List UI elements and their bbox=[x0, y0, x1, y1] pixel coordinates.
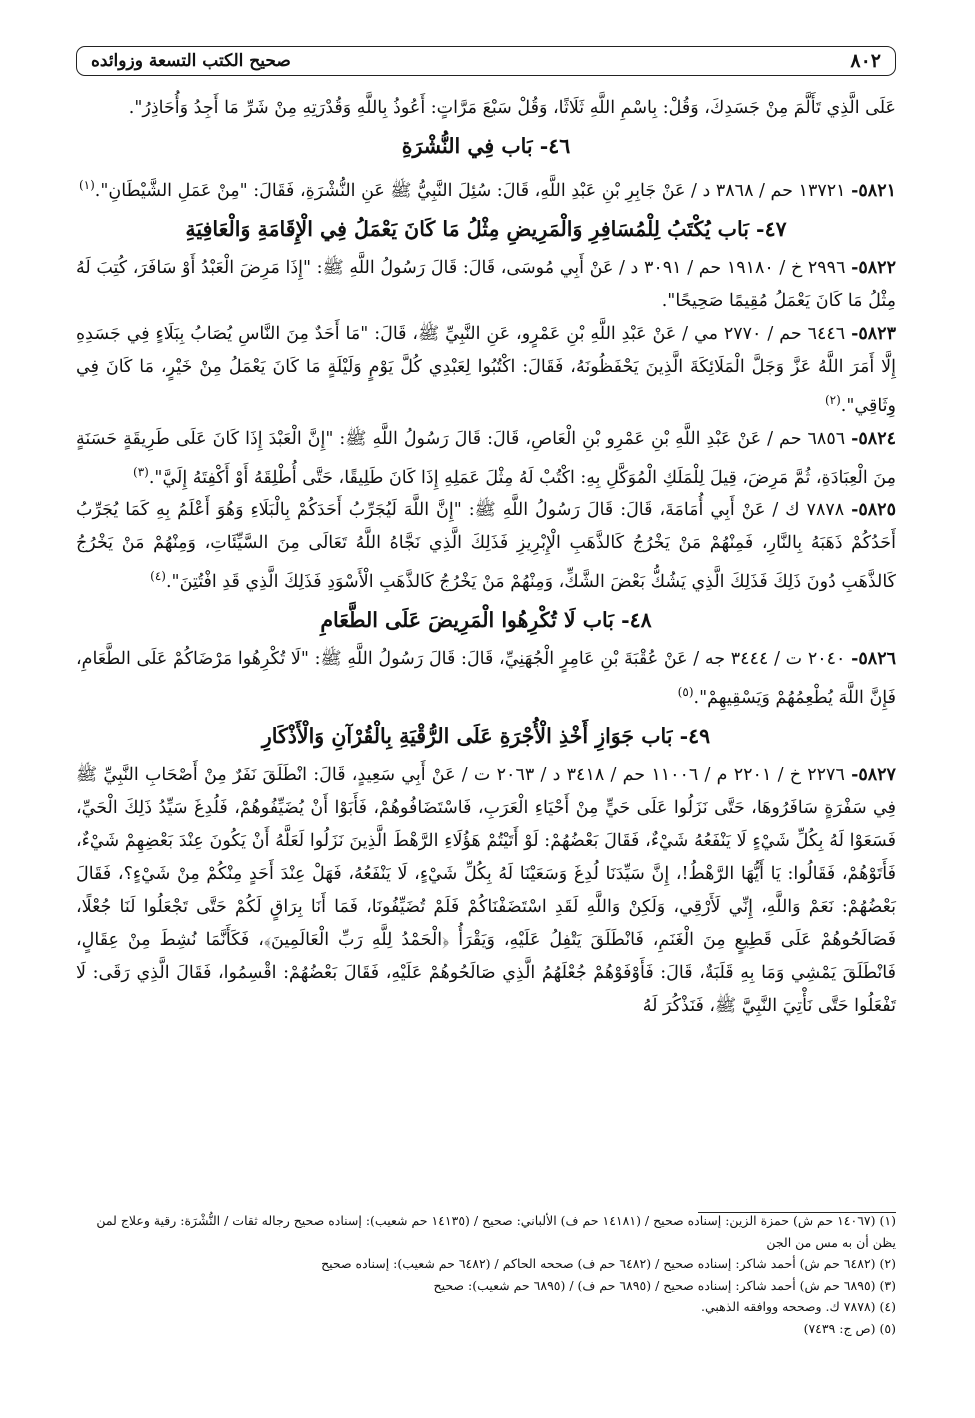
hadith-entry bbox=[76, 759, 896, 1023]
footnote: (٥) (ص ج: ٧٤٣٩) bbox=[803, 1320, 896, 1336]
footnote-ref: (٢) bbox=[824, 392, 841, 407]
hadith-text: ٢٢٧٦ خ / ٢٢٠١ م / ١١٠٠٦ حم / ٣٤١٨ د / ٢٠٦٣ ت / عَنْ أَبِي سَعِيدٍ، قَالَ: انْطَلَقَ نَفَرٌ مِنْ أَصْحَابِ النَّبِيِّ ﷺ فِي سَفْرَةٍ سَافَرُوهَا، حَتَّى نَزَلُوا عَلَى حَيٍّ مِنْ أَحْيَاءِ الْعَرَبِ، فَاسْتَضَافُوهُمْ، فَأَبَوْا أَنْ يُضَيِّفُوهُمْ، فَلُدِغَ سَيِّدُ ذَلِكَ الْحَيِّ، فَسَعَوْا لَهُ بِكُلِّ شَيْءٍ لَا يَنْفَعُهُ شَيْءٌ، فَقَالَ بَعْضُهُمْ: لَوْ أَتَيْتُمْ هَؤُلَاءِ الرَّهْطَ الَّذِينَ نَزَلُوا لَعَلَّهُ أَنْ يَكُونَ عِنْدَ بَعْضِهِمْ شَيْءٌ، فَأَتَوْهُمْ، فَقَالُوا: يَا أَيُّهَا الرَّهْطُ!، إِنَّ سَيِّدَنَا لُدِغَ وَسَعَيْنَا لَهُ بِكُلِّ شَيْءٍ، لَا يَنْفَعُهُ، فَهَلْ عِنْدَ أَحَدٍ مِنْكُمْ مِنْ شَيْءٍ؟، فَقَالَ بَعْضُهُمْ: نَعَمْ وَاللَّهِ، إِنِّي لَأَرْقِي، وَلَكِنْ وَاللَّهِ لَقَدِ اسْتَضَفْنَاكُمْ فَلَمْ تُضَيِّفُونَا، فَمَا أَنَا بِرَاقٍ لَكُمْ حَتَّى تَجْعَلُوا لَنَا جُعْلًا، فَصَالَحُوهُمْ عَلَى قَطِيعٍ مِنَ الْغَنَمِ، فَانْطَلَقَ يَتْفِلُ عَلَيْهِ، وَيَقْرَأُ ﴿الْحَمْدُ لِلَّهِ رَبِّ الْعَالَمِينَ﴾، فَكَأَنَّمَا نُشِطَ مِنْ عِقَالٍ، فَانْطَلَقَ يَمْشِي وَمَا بِهِ قَلَبَةٌ، قَالَ: فَأَوْفَوْهُمْ جُعْلَهُمُ الَّذِي صَالَحُوهُمْ عَلَيْهِ، فَقَالَ بَعْضُهُمْ: اقْسِمُوا، فَقَالَ الَّذِي رَقَى: لَا تَفْعَلُوا حَتَّى نَأْتِيَ النَّبِيَّ ﷺ، فَنَذْكُرَ لَهُ bbox=[76, 765, 896, 1017]
hadith-text: ٦٤٤٦ حم / ٢٧٧٠ مي / عَنْ عَبْدِ اللَّهِ بْنِ عَمْرٍو، عَنِ النَّبِيِّ ﷺ، قَالَ: "مَا أَحَدٌ مِنَ النَّاسِ يُصَابُ بِبَلَاءٍ فِي جَسَدِهِ إِلَّا أَمَرَ اللَّهُ عَزَّ وَجَلَّ الْمَلَائِكَةَ الَّذِينَ يَحْفَظُونَهُ، فَقَالَ: اكْتُبُوا لِعَبْدِي كُلَّ يَوْمٍ وَلَيْلَةٍ مَا كَانَ يَعْمَلُ مِنْ خَيْرٍ، مَا كَانَ فِي وِثَاقِي". bbox=[76, 323, 896, 416]
main-text bbox=[76, 92, 896, 1023]
hadith-entry bbox=[76, 169, 896, 208]
hadith-text: ٦٨٥٦ حم / عَنْ عَبْدِ اللَّهِ بْنِ عَمْرِو بْنِ الْعَاصِ، قَالَ: قَالَ رَسُولُ اللَّهِ ﷺ: "إِنَّ الْعَبْدَ إِذَا كَانَ عَلَى طَرِيقَةٍ حَسَنَةٍ مِنَ الْعِبَادَةِ، ثُمَّ مَرِضَ، قِيلَ لِلْمَلَكِ الْمُوَكَّلِ بِهِ: اكْتُبْ لَهُ مِثْلَ عَمَلِهِ إِذَا كَانَ طَلِيقًا، حَتَّى أُطْلِقَهُ أَوْ أَكْفِتَهُ إِلَيَّ". bbox=[76, 428, 896, 488]
footnotes bbox=[76, 1210, 896, 1339]
hadith-text: ٢٩٩٦ خ / ١٩١٨٠ حم / ٣٠٩١ د / عَنْ أَبِي مُوسَى، قَالَ: قَالَ رَسُولُ اللَّهِ ﷺ: "إِذَا مَرِضَ الْعَبْدُ أَوْ سَافَرَ، كُتِبَ لَهُ مِثْلُ مَا كَانَ يَعْمَلُ مُقِيمًا صَحِيحًا". bbox=[76, 257, 896, 311]
chapter-heading: ٤٧- بَاب يُكْتَبُ لِلْمُسَافِرِ وَالْمَرِيضِ مِثْلُ مَا كَانَ يَعْمَلُ فِي الْإِقَامَةِ وَالْعَافِيَةِ bbox=[185, 216, 787, 241]
footnote: (٤) (٧٨٧٨ ك. وصححه ووافقه الذهبي. bbox=[700, 1299, 896, 1314]
hadith-text: ١٣٧٢١ حم / ٣٨٦٨ د / عَنْ جَابِرِ بْنِ عَبْدِ اللَّهِ، قَالَ: سُئِلَ النَّبِيُّ ﷺ عَنِ النُّشْرَةِ، فَقَالَ: "مِنْ عَمَلِ الشَّيْطَانِ". bbox=[94, 180, 846, 201]
hadith-entry bbox=[76, 318, 896, 423]
hadith-number: ٥٨٢٦- bbox=[851, 649, 896, 670]
page-number: ٨٠٢ bbox=[850, 50, 881, 72]
hadith-number: ٥٨٢٣- bbox=[851, 323, 896, 344]
hadith-entry bbox=[76, 423, 896, 495]
footnote: (١) (١٤٠٦٧ حم ش) حمزة الزين: إسناده صحيح / (١٤١٨١ حم ف) الألباني: صحيح / (١٤١٣٥ حم شعيب): إسناده صحيح رجاله ثقات / النُّشْرَة: رقية وعلاج لمن يظن أن به مس من الجن bbox=[96, 1213, 896, 1250]
hadith-entry bbox=[76, 252, 896, 318]
footnote-ref: (٣) bbox=[133, 464, 149, 479]
chapter-heading: ٤٦- بَاب فِي النُّشْرَةِ bbox=[401, 134, 571, 158]
chapter-heading: ٤٩- بَاب جَوَازِ أَخْذِ الْأُجْرَةِ عَلَى الرُّقْيَةِ بِالْقُرْآنِ وَالْأَذْكَارِ bbox=[261, 724, 711, 749]
footnote: (٣) (٦٨٩٥ حم ش) أحمد شاكر: إسناده صحيح / (٦٨٩٥ حم ف) / (٦٨٩٥ حم شعيب): صحيح bbox=[433, 1277, 896, 1293]
footnote-ref: (١) bbox=[78, 178, 95, 192]
footnote: (٢) (٦٤٨٢ حم ش) أحمد شاكر: إسناده صحيح / (٦٤٨٢ حم ف) صححه الحاكم / (٦٤٨٢ حم شعيب): إسناده صحيح bbox=[321, 1256, 896, 1271]
hadith-number: ٥٨٢٢- bbox=[851, 257, 896, 278]
footnote-ref: (٥) bbox=[677, 685, 694, 700]
hadith-entry bbox=[76, 494, 896, 599]
page-header bbox=[76, 46, 896, 76]
book-title: صحيح الكتب التسعة وزوائده bbox=[91, 51, 291, 71]
hadith-number: ٥٨٢٧- bbox=[851, 765, 896, 786]
hadith-text: ٢٠٤٠ ت / ٣٤٤٤ جه / عَنْ عُقْبَةَ بْنِ عَامِرٍ الْجُهَنِيِّ، قَالَ: قَالَ رَسُولُ اللَّهِ ﷺ: "لَا تُكْرِهُوا مَرْضَاكُمْ عَلَى الطَّعَامِ، فَإِنَّ اللَّهَ يُطْعِمُهُمْ وَيَسْقِيهِمْ". bbox=[76, 649, 896, 709]
hadith-number: ٥٨٢٤- bbox=[851, 428, 896, 449]
hadith-number: ٥٨٢٥- bbox=[851, 500, 896, 521]
hadith-number: ٥٨٢١- bbox=[851, 180, 896, 201]
continued-paragraph bbox=[76, 92, 896, 125]
footnote-ref: (٤) bbox=[150, 569, 166, 584]
chapter-heading: ٤٨- بَاب لَا تُكْرِهُوا الْمَرِيضَ عَلَى الطَّعَامِ bbox=[320, 608, 652, 633]
paragraph-text: عَلَى الَّذِي تَأَلَّمَ مِنْ جَسَدِكَ، وَقُلْ: بِاسْمِ اللَّهِ ثَلَاثًا، وَقُلْ سَبْعَ مَرَّاتٍ: أَعُوذُ بِاللَّهِ وَقُدْرَتِهِ مِنْ شَرِّ مَا أَجِدُ وَأُحَاذِرُ". bbox=[128, 98, 896, 118]
hadith-entry bbox=[76, 643, 896, 715]
hadith-text: ٧٨٧٨ ك / عَنْ أَبِي أُمَامَةَ، قَالَ: قَالَ رَسُولُ اللَّهِ ﷺ: "إِنَّ اللَّهَ لَيُجَرِّبُ أَحَدَكُمْ بِالْبَلَاءِ وَهُوَ أَعْلَمُ بِهِ كَمَا يُجَرِّبُ أَحَدُكُمْ ذَهَبَهُ بِالنَّارِ، فَمِنْهُمْ مَنْ يَخْرُجُ كَالذَّهَبِ الْإِبْرِيزِ فَذَلِكَ الَّذِي نَجَّاهُ اللَّهُ تَعَالَى مِنَ السَّيِّئَاتِ، وَمِنْهُمْ مَنْ يَخْرُجُ كَالذَّهَبِ دُونَ ذَلِكَ فَذَلِكَ الَّذِي يَشُكُّ بَعْضَ الشَّكِّ، وَمِنْهُمْ مَنْ يَخْرُجُ كَالذَّهَبِ الْأَسْوَدِ فَذَلِكَ الَّذِي قَدِ افْتُتِنَ". bbox=[76, 500, 896, 593]
